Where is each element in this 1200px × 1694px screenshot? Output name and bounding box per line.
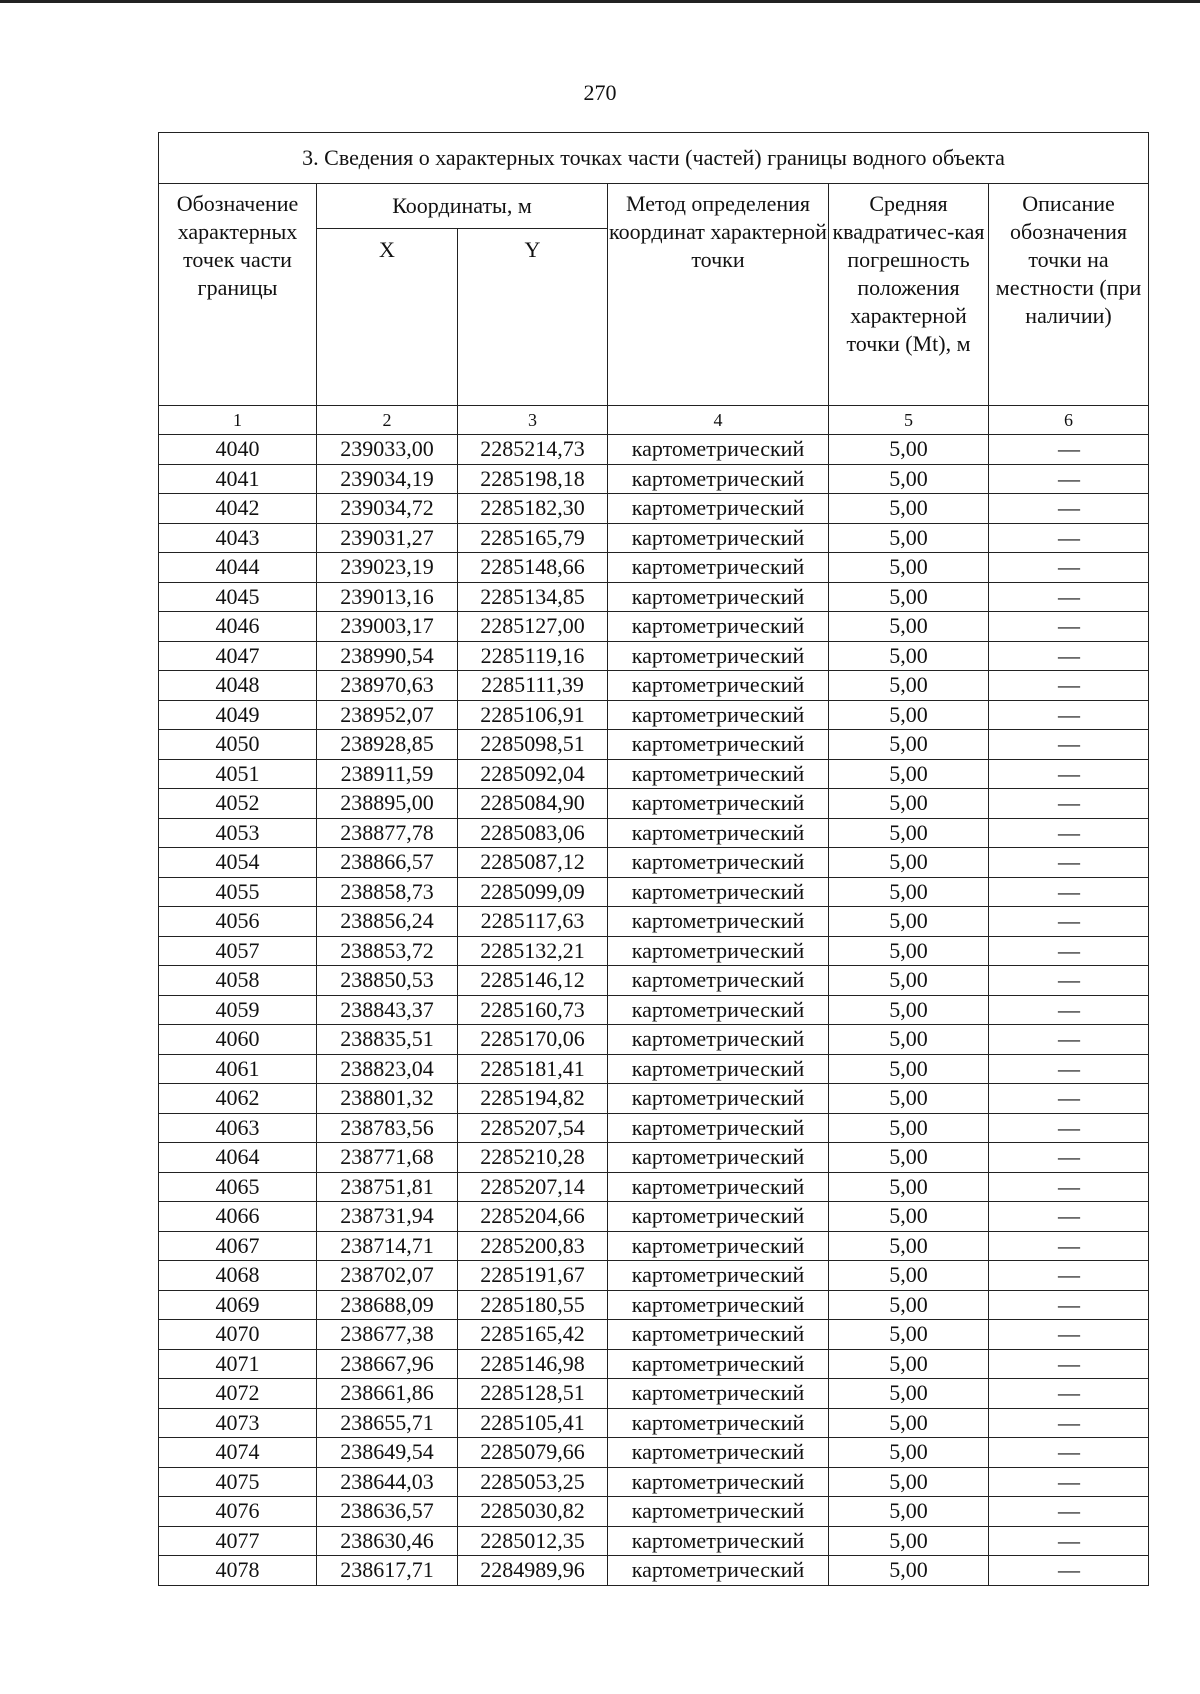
- description-cell: —: [989, 1172, 1149, 1202]
- method-cell: картометрический: [608, 582, 829, 612]
- error-cell: 5,00: [829, 818, 989, 848]
- point-id-cell: 4052: [159, 789, 317, 819]
- table-row: [159, 848, 1149, 878]
- method-cell: картометрический: [608, 1379, 829, 1409]
- table-row: [159, 1231, 1149, 1261]
- coord-y-cell: 2285210,28: [458, 1143, 608, 1173]
- method-cell: картометрический: [608, 1290, 829, 1320]
- point-id-cell: 4073: [159, 1408, 317, 1438]
- coord-x-cell: 238895,00: [317, 789, 458, 819]
- point-id-cell: 4054: [159, 848, 317, 878]
- method-cell: картометрический: [608, 700, 829, 730]
- method-cell: картометрический: [608, 1467, 829, 1497]
- coord-x-cell: 238850,53: [317, 966, 458, 996]
- method-cell: картометрический: [608, 789, 829, 819]
- error-cell: 5,00: [829, 848, 989, 878]
- coord-y-cell: 2285170,06: [458, 1025, 608, 1055]
- coord-x-cell: 238714,71: [317, 1231, 458, 1261]
- error-cell: 5,00: [829, 553, 989, 583]
- point-id-cell: 4069: [159, 1290, 317, 1320]
- point-id-cell: 4063: [159, 1113, 317, 1143]
- coord-x-cell: 238771,68: [317, 1143, 458, 1173]
- column-number: 3: [458, 406, 608, 435]
- coord-y-cell: 2285134,85: [458, 582, 608, 612]
- coord-y-cell: 2285106,91: [458, 700, 608, 730]
- description-cell: —: [989, 435, 1149, 465]
- method-cell: картометрический: [608, 1438, 829, 1468]
- point-id-cell: 4066: [159, 1202, 317, 1232]
- description-cell: —: [989, 995, 1149, 1025]
- point-id-cell: 4045: [159, 582, 317, 612]
- coord-x-cell: 238877,78: [317, 818, 458, 848]
- coord-y-cell: 2285012,35: [458, 1526, 608, 1556]
- description-cell: —: [989, 818, 1149, 848]
- method-cell: картометрический: [608, 494, 829, 524]
- table-row: [159, 1526, 1149, 1556]
- error-cell: 5,00: [829, 1261, 989, 1291]
- coord-x-cell: 238731,94: [317, 1202, 458, 1232]
- error-cell: 5,00: [829, 1467, 989, 1497]
- point-id-cell: 4047: [159, 641, 317, 671]
- table-row: [159, 1290, 1149, 1320]
- header-error: Средняя квадратичес-кая погрешность положения характерной точки (Mt), м: [829, 184, 989, 406]
- error-cell: 5,00: [829, 936, 989, 966]
- point-id-cell: 4057: [159, 936, 317, 966]
- coord-y-cell: 2285084,90: [458, 789, 608, 819]
- point-id-cell: 4053: [159, 818, 317, 848]
- description-cell: —: [989, 1408, 1149, 1438]
- description-cell: —: [989, 1379, 1149, 1409]
- point-id-cell: 4044: [159, 553, 317, 583]
- table-row: [159, 464, 1149, 494]
- description-cell: —: [989, 1556, 1149, 1586]
- table-row: [159, 1320, 1149, 1350]
- description-cell: —: [989, 789, 1149, 819]
- coord-x-cell: 238990,54: [317, 641, 458, 671]
- method-cell: картометрический: [608, 1497, 829, 1527]
- coord-y-cell: 2285111,39: [458, 671, 608, 701]
- error-cell: 5,00: [829, 464, 989, 494]
- coord-y-cell: 2285146,12: [458, 966, 608, 996]
- coord-y-cell: 2285165,79: [458, 523, 608, 553]
- method-cell: картометрический: [608, 1084, 829, 1114]
- table-row: [159, 494, 1149, 524]
- coord-x-cell: 239034,19: [317, 464, 458, 494]
- coord-x-cell: 239023,19: [317, 553, 458, 583]
- table-row: [159, 1467, 1149, 1497]
- coord-x-cell: 238801,32: [317, 1084, 458, 1114]
- method-cell: картометрический: [608, 759, 829, 789]
- point-id-cell: 4055: [159, 877, 317, 907]
- description-cell: —: [989, 877, 1149, 907]
- coord-y-cell: 2285198,18: [458, 464, 608, 494]
- table-row: [159, 1054, 1149, 1084]
- coord-x-cell: 238649,54: [317, 1438, 458, 1468]
- coord-x-cell: 238661,86: [317, 1379, 458, 1409]
- coord-x-cell: 238630,46: [317, 1526, 458, 1556]
- point-id-cell: 4060: [159, 1025, 317, 1055]
- description-cell: —: [989, 641, 1149, 671]
- coord-y-cell: 2285105,41: [458, 1408, 608, 1438]
- description-cell: —: [989, 1320, 1149, 1350]
- coord-y-cell: 2285148,66: [458, 553, 608, 583]
- point-id-cell: 4067: [159, 1231, 317, 1261]
- error-cell: 5,00: [829, 1438, 989, 1468]
- table-row: [159, 1143, 1149, 1173]
- coord-x-cell: 238853,72: [317, 936, 458, 966]
- description-cell: —: [989, 1438, 1149, 1468]
- method-cell: картометрический: [608, 553, 829, 583]
- table-row: [159, 1438, 1149, 1468]
- coord-y-cell: 2285146,98: [458, 1349, 608, 1379]
- table-row: [159, 1202, 1149, 1232]
- header-description: Описание обозначения точки на местности (при наличии): [989, 184, 1149, 406]
- coord-y-cell: 2285079,66: [458, 1438, 608, 1468]
- point-id-cell: 4061: [159, 1054, 317, 1084]
- point-id-cell: 4072: [159, 1379, 317, 1409]
- error-cell: 5,00: [829, 1556, 989, 1586]
- error-cell: 5,00: [829, 1349, 989, 1379]
- error-cell: 5,00: [829, 671, 989, 701]
- header-method: Метод определения координат характерной точки: [608, 184, 829, 406]
- column-number: 6: [989, 406, 1149, 435]
- column-number: 2: [317, 406, 458, 435]
- coord-y-cell: 2285194,82: [458, 1084, 608, 1114]
- error-cell: 5,00: [829, 1025, 989, 1055]
- method-cell: картометрический: [608, 995, 829, 1025]
- point-id-cell: 4062: [159, 1084, 317, 1114]
- description-cell: —: [989, 1497, 1149, 1527]
- coord-x-cell: 238677,38: [317, 1320, 458, 1350]
- error-cell: 5,00: [829, 1497, 989, 1527]
- coord-x-cell: 238970,63: [317, 671, 458, 701]
- description-cell: —: [989, 907, 1149, 937]
- description-cell: —: [989, 1054, 1149, 1084]
- coord-y-cell: 2285098,51: [458, 730, 608, 760]
- coord-x-cell: 238911,59: [317, 759, 458, 789]
- table-row: [159, 1497, 1149, 1527]
- method-cell: картометрический: [608, 966, 829, 996]
- point-id-cell: 4065: [159, 1172, 317, 1202]
- point-id-cell: 4070: [159, 1320, 317, 1350]
- coord-y-cell: 2285053,25: [458, 1467, 608, 1497]
- error-cell: 5,00: [829, 641, 989, 671]
- method-cell: картометрический: [608, 671, 829, 701]
- table-row: [159, 907, 1149, 937]
- error-cell: 5,00: [829, 700, 989, 730]
- error-cell: 5,00: [829, 995, 989, 1025]
- coord-y-cell: 2285030,82: [458, 1497, 608, 1527]
- method-cell: картометрический: [608, 1172, 829, 1202]
- point-id-cell: 4056: [159, 907, 317, 937]
- table-row: [159, 1113, 1149, 1143]
- point-id-cell: 4076: [159, 1497, 317, 1527]
- description-cell: —: [989, 848, 1149, 878]
- error-cell: 5,00: [829, 907, 989, 937]
- point-id-cell: 4041: [159, 464, 317, 494]
- point-id-cell: 4049: [159, 700, 317, 730]
- coord-y-cell: 2285200,83: [458, 1231, 608, 1261]
- coord-y-cell: 2285099,09: [458, 877, 608, 907]
- coord-x-cell: 238843,37: [317, 995, 458, 1025]
- point-id-cell: 4074: [159, 1438, 317, 1468]
- point-id-cell: 4058: [159, 966, 317, 996]
- method-cell: картометрический: [608, 1408, 829, 1438]
- description-cell: —: [989, 1202, 1149, 1232]
- error-cell: 5,00: [829, 523, 989, 553]
- header-x: X: [317, 229, 458, 406]
- method-cell: картометрический: [608, 435, 829, 465]
- method-cell: картометрический: [608, 730, 829, 760]
- table-row: [159, 641, 1149, 671]
- point-id-cell: 4059: [159, 995, 317, 1025]
- method-cell: картометрический: [608, 1231, 829, 1261]
- description-cell: —: [989, 730, 1149, 760]
- coord-y-cell: 2285207,14: [458, 1172, 608, 1202]
- coord-x-cell: 238823,04: [317, 1054, 458, 1084]
- description-cell: —: [989, 1467, 1149, 1497]
- method-cell: картометрический: [608, 877, 829, 907]
- column-number: 4: [608, 406, 829, 435]
- description-cell: —: [989, 1025, 1149, 1055]
- description-cell: —: [989, 700, 1149, 730]
- method-cell: картометрический: [608, 523, 829, 553]
- coord-x-cell: 238688,09: [317, 1290, 458, 1320]
- method-cell: картометрический: [608, 1320, 829, 1350]
- table-row: [159, 730, 1149, 760]
- table-row: [159, 789, 1149, 819]
- coord-x-cell: 238667,96: [317, 1349, 458, 1379]
- table-row: [159, 995, 1149, 1025]
- coord-x-cell: 238866,57: [317, 848, 458, 878]
- point-id-cell: 4040: [159, 435, 317, 465]
- coord-y-cell: 2285165,42: [458, 1320, 608, 1350]
- error-cell: 5,00: [829, 1202, 989, 1232]
- description-cell: —: [989, 1349, 1149, 1379]
- point-id-cell: 4042: [159, 494, 317, 524]
- error-cell: 5,00: [829, 877, 989, 907]
- coord-y-cell: 2285181,41: [458, 1054, 608, 1084]
- coord-x-cell: 239003,17: [317, 612, 458, 642]
- point-id-cell: 4046: [159, 612, 317, 642]
- error-cell: 5,00: [829, 1172, 989, 1202]
- coord-y-cell: 2285132,21: [458, 936, 608, 966]
- coord-x-cell: 238617,71: [317, 1556, 458, 1586]
- description-cell: —: [989, 1231, 1149, 1261]
- description-cell: —: [989, 612, 1149, 642]
- table-row: [159, 700, 1149, 730]
- error-cell: 5,00: [829, 494, 989, 524]
- header-coordinates: Координаты, м: [317, 184, 608, 229]
- method-cell: картометрический: [608, 818, 829, 848]
- description-cell: —: [989, 494, 1149, 524]
- header-designation: Обозначение характерных точек части границы: [159, 184, 317, 406]
- point-id-cell: 4075: [159, 1467, 317, 1497]
- coord-y-cell: 2285119,16: [458, 641, 608, 671]
- point-id-cell: 4077: [159, 1526, 317, 1556]
- method-cell: картометрический: [608, 1261, 829, 1291]
- table-body: [159, 435, 1149, 1586]
- description-cell: —: [989, 936, 1149, 966]
- method-cell: картометрический: [608, 848, 829, 878]
- point-id-cell: 4078: [159, 1556, 317, 1586]
- column-number: 5: [829, 406, 989, 435]
- point-id-cell: 4048: [159, 671, 317, 701]
- method-cell: картометрический: [608, 1349, 829, 1379]
- coord-x-cell: 239031,27: [317, 523, 458, 553]
- column-numbers-row: [159, 406, 1149, 435]
- table-row: [159, 966, 1149, 996]
- description-cell: —: [989, 523, 1149, 553]
- table-row: [159, 435, 1149, 465]
- table-row: [159, 523, 1149, 553]
- description-cell: —: [989, 582, 1149, 612]
- coord-x-cell: 238751,81: [317, 1172, 458, 1202]
- point-id-cell: 4068: [159, 1261, 317, 1291]
- description-cell: —: [989, 464, 1149, 494]
- method-cell: картометрический: [608, 612, 829, 642]
- coord-x-cell: 238858,73: [317, 877, 458, 907]
- coord-x-cell: 238783,56: [317, 1113, 458, 1143]
- method-cell: картометрический: [608, 907, 829, 937]
- error-cell: 5,00: [829, 582, 989, 612]
- coord-y-cell: 2285207,54: [458, 1113, 608, 1143]
- table-caption: 3. Сведения о характерных точках части (частей) границы водного объекта: [159, 133, 1149, 184]
- error-cell: 5,00: [829, 1231, 989, 1261]
- description-cell: —: [989, 671, 1149, 701]
- coord-y-cell: 2285087,12: [458, 848, 608, 878]
- coord-y-cell: 2285214,73: [458, 435, 608, 465]
- table-row: [159, 936, 1149, 966]
- description-cell: —: [989, 1143, 1149, 1173]
- coord-x-cell: 238655,71: [317, 1408, 458, 1438]
- description-cell: —: [989, 1526, 1149, 1556]
- point-id-cell: 4050: [159, 730, 317, 760]
- point-id-cell: 4071: [159, 1349, 317, 1379]
- point-id-cell: 4051: [159, 759, 317, 789]
- error-cell: 5,00: [829, 612, 989, 642]
- point-id-cell: 4043: [159, 523, 317, 553]
- description-cell: —: [989, 966, 1149, 996]
- page-number: 270: [583, 80, 617, 105]
- table-row: [159, 1261, 1149, 1291]
- description-cell: —: [989, 553, 1149, 583]
- coord-y-cell: 2285191,67: [458, 1261, 608, 1291]
- column-number: 1: [159, 406, 317, 435]
- method-cell: картометрический: [608, 1025, 829, 1055]
- method-cell: картометрический: [608, 936, 829, 966]
- method-cell: картометрический: [608, 1113, 829, 1143]
- method-cell: картометрический: [608, 1526, 829, 1556]
- method-cell: картометрический: [608, 464, 829, 494]
- table-row: [159, 1379, 1149, 1409]
- table-row: [159, 759, 1149, 789]
- coord-x-cell: 239034,72: [317, 494, 458, 524]
- coord-y-cell: 2284989,96: [458, 1556, 608, 1586]
- coord-y-cell: 2285180,55: [458, 1290, 608, 1320]
- coord-y-cell: 2285204,66: [458, 1202, 608, 1232]
- table-row: [159, 1556, 1149, 1586]
- error-cell: 5,00: [829, 1113, 989, 1143]
- table-row: [159, 1025, 1149, 1055]
- coord-y-cell: 2285117,63: [458, 907, 608, 937]
- table-row: [159, 553, 1149, 583]
- error-cell: 5,00: [829, 1408, 989, 1438]
- description-cell: —: [989, 1261, 1149, 1291]
- coord-y-cell: 2285127,00: [458, 612, 608, 642]
- error-cell: 5,00: [829, 1290, 989, 1320]
- error-cell: 5,00: [829, 730, 989, 760]
- error-cell: 5,00: [829, 1320, 989, 1350]
- coord-y-cell: 2285128,51: [458, 1379, 608, 1409]
- point-id-cell: 4064: [159, 1143, 317, 1173]
- error-cell: 5,00: [829, 966, 989, 996]
- coord-x-cell: 238952,07: [317, 700, 458, 730]
- table-row: [159, 1084, 1149, 1114]
- table-row: [159, 612, 1149, 642]
- header-y: Y: [458, 229, 608, 406]
- error-cell: 5,00: [829, 435, 989, 465]
- method-cell: картометрический: [608, 1556, 829, 1586]
- error-cell: 5,00: [829, 759, 989, 789]
- description-cell: —: [989, 1113, 1149, 1143]
- table-row: [159, 818, 1149, 848]
- table-row: [159, 1408, 1149, 1438]
- coord-y-cell: 2285092,04: [458, 759, 608, 789]
- coord-x-cell: 238856,24: [317, 907, 458, 937]
- table-row: [159, 1172, 1149, 1202]
- error-cell: 5,00: [829, 1379, 989, 1409]
- table-row: [159, 582, 1149, 612]
- table-row: [159, 1349, 1149, 1379]
- method-cell: картометрический: [608, 1202, 829, 1232]
- coord-x-cell: 238636,57: [317, 1497, 458, 1527]
- error-cell: 5,00: [829, 1526, 989, 1556]
- method-cell: картометрический: [608, 1054, 829, 1084]
- table-row: [159, 671, 1149, 701]
- coord-y-cell: 2285160,73: [458, 995, 608, 1025]
- error-cell: 5,00: [829, 1054, 989, 1084]
- coord-x-cell: 238702,07: [317, 1261, 458, 1291]
- method-cell: картометрический: [608, 1143, 829, 1173]
- coord-x-cell: 238644,03: [317, 1467, 458, 1497]
- description-cell: —: [989, 1290, 1149, 1320]
- coord-y-cell: 2285182,30: [458, 494, 608, 524]
- error-cell: 5,00: [829, 1084, 989, 1114]
- description-cell: —: [989, 759, 1149, 789]
- error-cell: 5,00: [829, 789, 989, 819]
- coord-x-cell: 238928,85: [317, 730, 458, 760]
- characteristic-points-table: [158, 132, 1149, 1586]
- coord-x-cell: 239013,16: [317, 582, 458, 612]
- coord-x-cell: 238835,51: [317, 1025, 458, 1055]
- method-cell: картометрический: [608, 641, 829, 671]
- coord-y-cell: 2285083,06: [458, 818, 608, 848]
- coord-x-cell: 239033,00: [317, 435, 458, 465]
- error-cell: 5,00: [829, 1143, 989, 1173]
- table-row: [159, 877, 1149, 907]
- description-cell: —: [989, 1084, 1149, 1114]
- page-top-edge: [0, 0, 1200, 3]
